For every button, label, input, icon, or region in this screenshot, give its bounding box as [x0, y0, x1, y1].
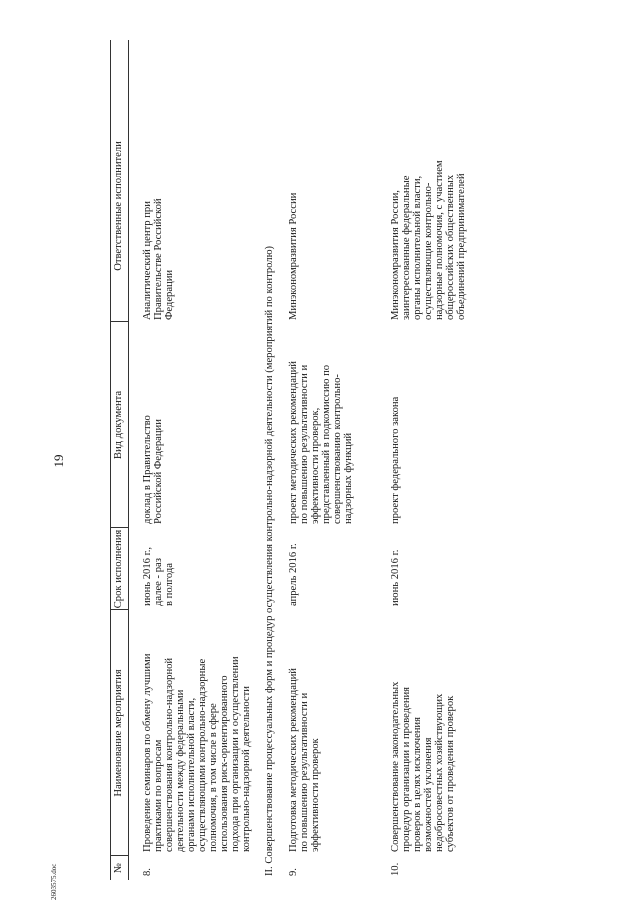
header-document-type: Вид документа	[113, 390, 124, 460]
header-responsible: Ответственные исполнители	[113, 141, 124, 271]
activity-responsible: Аналитический центр при Правительстве Российской Федерации	[142, 198, 175, 320]
activity-deadline: июнь 2016 г., далее - раз в полгода	[142, 546, 175, 606]
activity-deadline: апрель 2016 г.	[288, 543, 299, 606]
header-activity-name: Наименование мероприятия	[113, 669, 124, 797]
header-number: №	[113, 862, 124, 874]
table-header-border	[128, 40, 129, 880]
activity-document: проект методических рекомендаций по повышению результативности и эффективности проверок, представленный в подкомиссию по совершенствованию контрольно- надзорных функций	[288, 361, 354, 524]
activity-document: доклад в Правительство Российской Федерации	[142, 415, 164, 524]
activity-deadline: июнь 2016 г.	[390, 549, 401, 606]
activity-name: Проведение семинаров по обмену лучшими практиками по вопросам совершенствования контрольно-надзорной деятельности между федеральными органами исполнительной власти, осуществляющими контрольно-надзорные полномочия, в том числе в сфере использования риск-ориентированного подхода при организации и осуществлении контрольно-надзорной деятельности	[142, 653, 252, 852]
row-number: 10.	[390, 862, 401, 876]
activity-responsible: Минэкономразвития России, заинтересованные федеральные органы исполнительной власти, осуществляющие контрольно- надзорные полномочия, с участием общероссийских общественных объединений предпринимателей	[390, 160, 467, 320]
table-header-row	[110, 40, 128, 880]
document-code: 2603575.doc	[50, 863, 58, 900]
activity-responsible: Минэкономразвития России	[288, 192, 299, 320]
header-deadline: Срок исполнения	[113, 529, 124, 609]
activities-table	[110, 40, 530, 880]
row-number: 8.	[142, 868, 153, 876]
section-title: II. Совершенствование процессуальных форм и процедур осуществления контрольно-надзорной деятельности (мероприятий по контролю)	[264, 245, 275, 876]
row-number: 9.	[288, 868, 299, 876]
activity-name: Совершенствование законодательных процедур организации и проведения проверок в целях исключения возможностей уклонения недобросовестных хозяйствующих субъектов от проведения проверок	[390, 681, 456, 852]
page-number: 19	[51, 454, 66, 468]
activity-document: проект федерального закона	[390, 396, 401, 524]
activity-name: Подготовка методических рекомендаций по повышению результативности и эффективности проверок	[288, 668, 321, 852]
